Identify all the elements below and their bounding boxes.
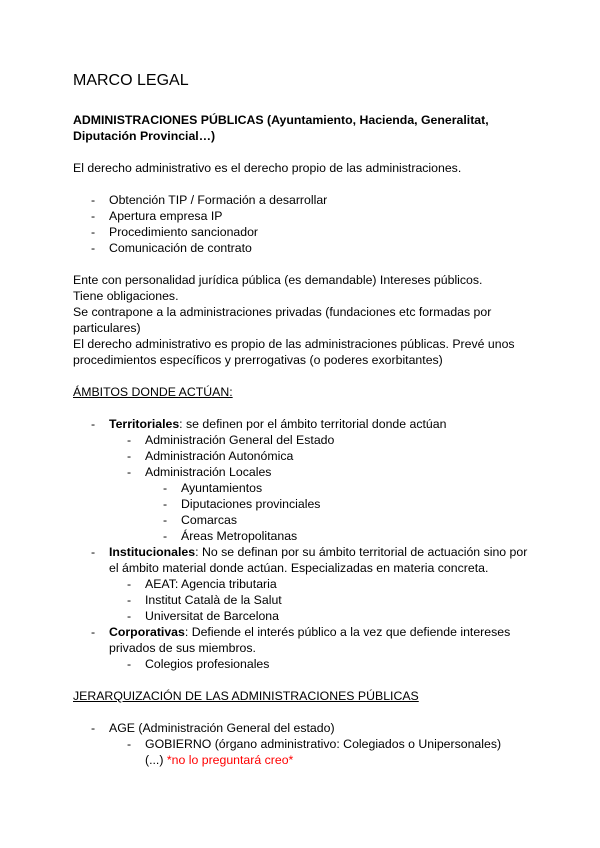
ambitos-heading: ÁMBITOS DONDE ACTÚAN: [73, 385, 233, 399]
document-title: MARCO LEGAL [73, 72, 189, 89]
note-line: (...) *no lo preguntará creo* [145, 753, 294, 767]
paragraph-obligaciones: Tiene obligaciones. [73, 289, 179, 303]
corporativas-label: Corporativas [109, 625, 185, 639]
territoriales-label: Territoriales [109, 417, 180, 431]
intro-paragraph: El derecho administrativo es el derecho propio de las administraciones. [73, 161, 462, 175]
section-subtitle: ADMINISTRACIONES PÚBLICAS (Ayuntamiento, Hacienda, Generalitat, Diputación Provincial…) [73, 113, 489, 143]
paragraph-contrapone: Se contrapone a la administraciones privadas (fundaciones etc formadas por particulares) [73, 305, 492, 335]
jerarquia-heading: JERARQUIZACIÓN DE LAS ADMINISTRACIONES PÚBLICAS [73, 689, 419, 703]
paragraph-derecho: El derecho administrativo es propio de las administraciones públicas. Prevé unos procedimientos específicos y prerrogativas (o poderes exorbitantes) [73, 337, 515, 367]
document-page: MARCO LEGAL ADMINISTRACIONES PÚBLICAS (Ayuntamiento, Hacienda, Generalitat, Diputación Provincial…) El derecho administrativo es el derecho propio de las administraciones. - Obtención TIP / Formación a desarrollar - Apertura empresa IP - Procedimiento sancionador - Comunicación de contrato Ente con personalidad jurídica pública (es demandable) Intereses públicos. Tiene obligaciones. Se contrapone a la administraciones privadas (fundaciones etc formadas por particulares) El derecho administrativo es propio de las administraciones públicas. Prevé unos procedimientos específicos y prerrogativas (o poderes exorbitantes) ÁMBITOS DONDE ACTÚAN: - Territoriales: se definen por el ámbito territorial donde actúan - Administración General del Estado - Administración Autonómica - Administración Locales - Ayuntamientos - Diputaciones provinciales - Comarcas - Áreas Metropolitanas - Institucionales: No se definan por su ámbito territorial de actuación sino por el ámbito material donde actúan. Especializadas en materia concreta. - AEAT: Agencia tributaria - Institut Català de la Salut - Universitat de Barcelona - Corporativas: Defiende el interés público a la vez que defiende intereses privados de sus miembros. - Colegios profesionales JERARQUIZACIÓN DE LAS ADMINISTRACIONES PÚBLICAS - AGE (Administración General del estado) - GOBIERNO (órgano administrativo: Colegiados o Unipersonales) (...) *no lo preguntará creo* [0, 0, 600, 848]
paragraph-ente: Ente con personalidad jurídica pública (es demandable) Intereses públicos. [73, 273, 483, 287]
red-note: *no lo preguntará creo* [166, 753, 294, 767]
institucionales-label: Institucionales [109, 545, 196, 559]
